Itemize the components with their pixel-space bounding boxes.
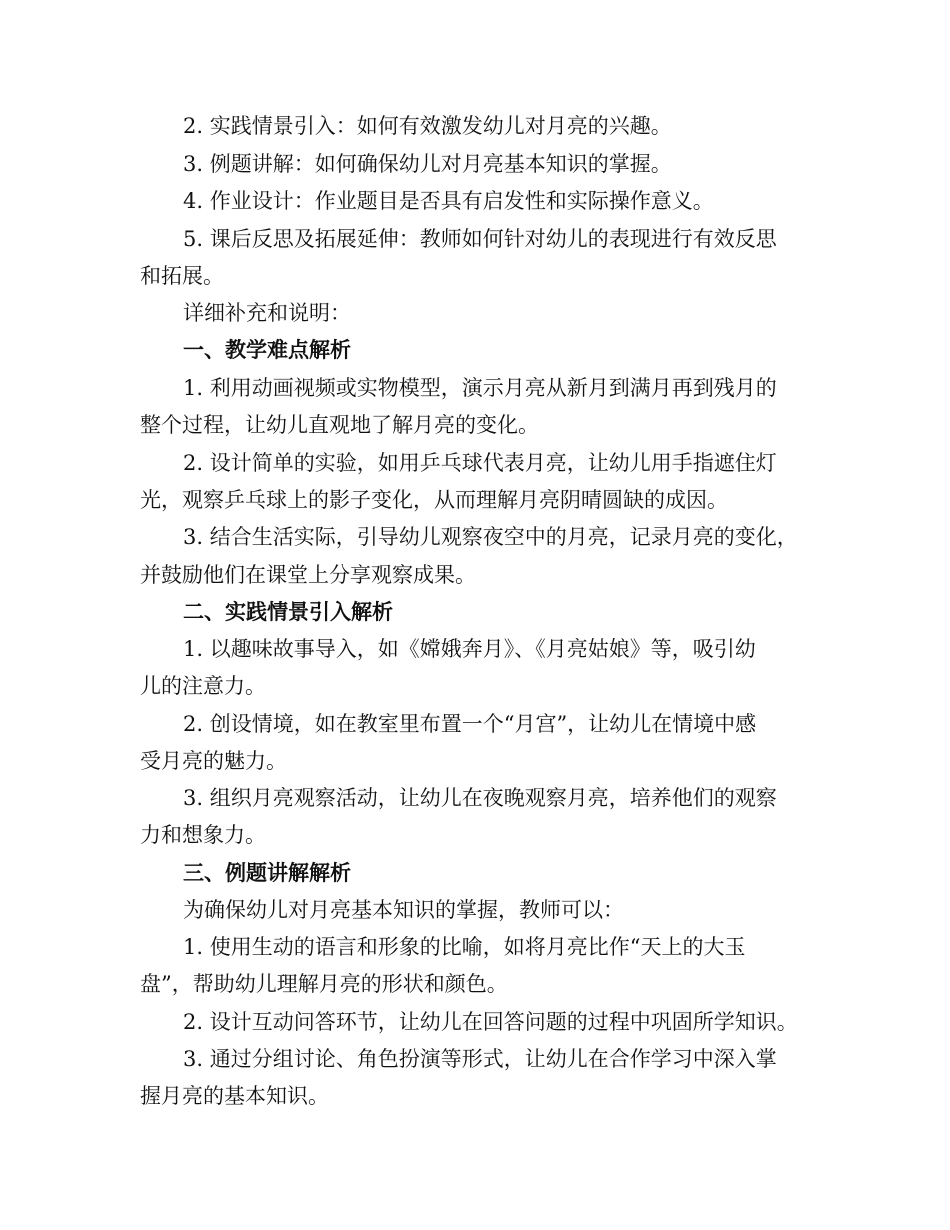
paragraph-line: 2. 设计简单的实验，如用乒乓球代表月亮，让幼儿用手指遮住灯 <box>183 451 777 475</box>
section-heading-practice-scenario: 二、实践情景引入解析 <box>183 599 393 624</box>
list-item-example-explanation: 3. 例题讲解：如何确保幼儿对月亮基本知识的掌握。 <box>183 152 672 176</box>
paragraph-line: 握月亮的基本知识。 <box>140 1084 329 1108</box>
paragraph-line: 整个过程，让幼儿直观地了解月亮的变化。 <box>140 413 539 437</box>
list-item-reflection: 5. 课后反思及拓展延伸：教师如何针对幼儿的表现进行有效反思 <box>183 227 777 251</box>
paragraph-line: 1. 以趣味故事导入，如《嫦娥奔月》、《月亮姑娘》等，吸引幼 <box>183 637 756 661</box>
paragraph-line: 3. 结合生活实际，引导幼儿观察夜空中的月亮，记录月亮的变化， <box>183 525 798 549</box>
paragraph-line: 力和想象力。 <box>140 823 266 847</box>
paragraph-line: 盘”，帮助幼儿理解月亮的形状和颜色。 <box>140 972 508 996</box>
paragraph-line: 1. 利用动画视频或实物模型，演示月亮从新月到满月再到残月的 <box>183 376 777 400</box>
list-item-reflection-continued: 和拓展。 <box>140 264 224 288</box>
paragraph-line: 3. 通过分组讨论、角色扮演等形式，让幼儿在合作学习中深入掌 <box>183 1047 777 1071</box>
paragraph-line: 1. 使用生动的语言和形象的比喻，如将月亮比作“天上的大玉 <box>183 935 746 959</box>
paragraph-line: 为确保幼儿对月亮基本知识的掌握，教师可以： <box>183 898 624 922</box>
paragraph-line: 3. 组织月亮观察活动，让幼儿在夜晚观察月亮，培养他们的观察 <box>183 786 777 810</box>
paragraph-supplement-intro: 详细补充和说明： <box>183 301 351 325</box>
paragraph-line: 并鼓励他们在课堂上分享观察成果。 <box>140 563 476 587</box>
paragraph-line: 儿的注意力。 <box>140 674 266 698</box>
list-item-practice-scenario: 2. 实践情景引入：如何有效激发幼儿对月亮的兴趣。 <box>183 114 672 138</box>
paragraph-line: 2. 创设情境，如在教室里布置一个“月宫”，让幼儿在情境中感 <box>183 712 757 736</box>
paragraph-line: 光，观察乒乓球上的影子变化，从而理解月亮阴晴圆缺的成因。 <box>140 488 728 512</box>
section-heading-example-explanation: 三、例题讲解解析 <box>183 860 351 885</box>
section-heading-teaching-difficulty: 一、教学难点解析 <box>183 337 351 362</box>
paragraph-line: 受月亮的魅力。 <box>140 749 287 773</box>
list-item-homework-design: 4. 作业设计：作业题目是否具有启发性和实际操作意义。 <box>183 189 714 213</box>
paragraph-line: 2. 设计互动问答环节，让幼儿在回答问题的过程中巩固所学知识。 <box>183 1010 798 1034</box>
